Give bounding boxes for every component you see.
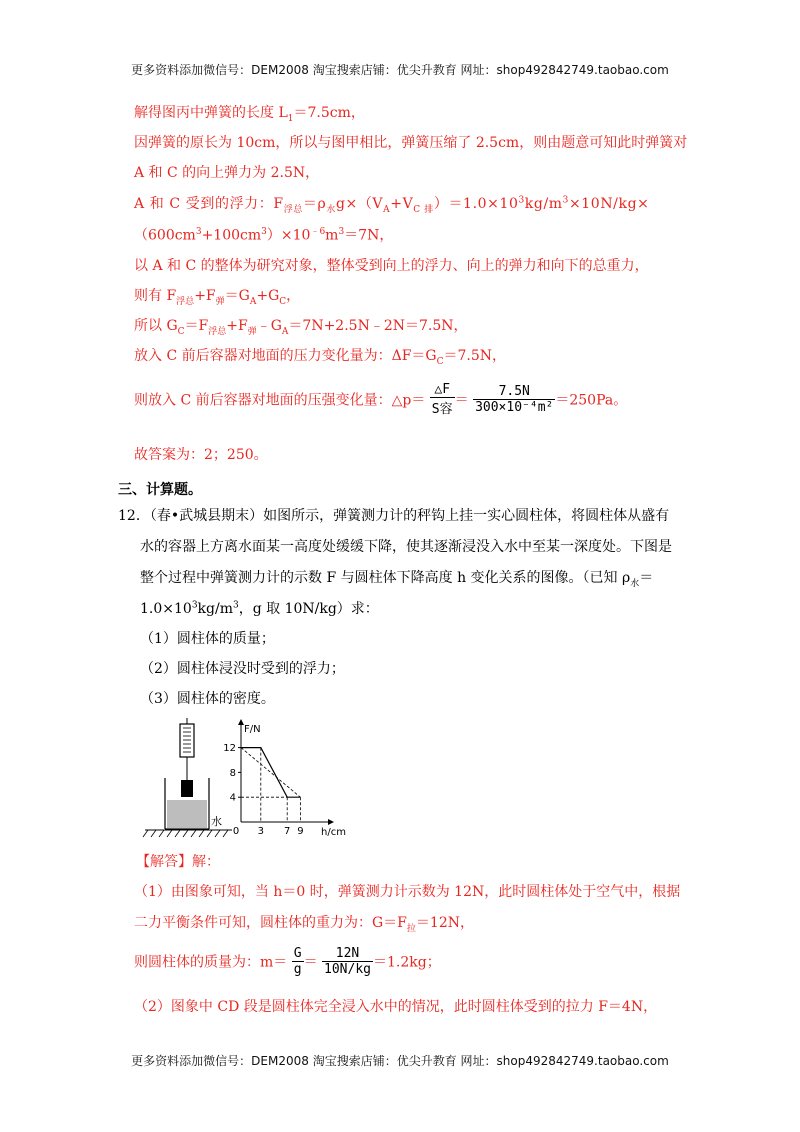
answer-part-2-line-1: （2）图象中 CD 段是圆柱体完全浸入水中的情况，此时圆柱体受到的拉力 F＝4N， xyxy=(134,999,658,1015)
answer-part-1-line-1: （1）由图象可知，当 h＝0 时，弹簧测力计示数为 12N，此时圆柱体处于空气中，根据 xyxy=(134,884,681,900)
y-axis-label: F/N xyxy=(244,724,261,735)
question-12-line-3: 整个过程中弹簧测力计的示数 F 与圆柱体下降高度 h 变化关系的图像。（已知 $\rho_水=$ xyxy=(140,570,654,589)
guide-line-diagonal xyxy=(241,748,300,798)
question-figure xyxy=(140,718,380,848)
fraction-7-5n-over-area: $\frac{7.5N}{\text{300×10⁻⁴m²}}$ xyxy=(475,384,554,415)
fraction-12n-over-10nkg: $\frac{12N}{10N/kg}$ xyxy=(324,946,371,977)
y-tick-label: 8 xyxy=(229,767,236,779)
water-label: 水 xyxy=(211,815,222,828)
answer-line-7: 则有 $F_{浮总}+F_弹=G_A+G_C$， xyxy=(134,288,301,307)
answer-line-8: 所以 $G_C=F_{浮总}+F_弹﹣G_A=7N+2.5N﹣2N=7.5N$， xyxy=(134,318,468,337)
x-axis-label: h/cm xyxy=(321,827,346,838)
answer-line-5: $(600cm^3+100cm^3)\times 10^{﹣6}m^3=7N$， xyxy=(134,227,394,244)
answer-line-1: 解得图丙中弹簧的长度 $L_1=7.5cm$， xyxy=(134,105,365,124)
question-12-line-1: 12．（春•武城县期末）如图所示，弹簧测力计的秤钩上挂一实心圆柱体，将圆柱体从盛有 xyxy=(118,508,670,524)
answer-line-10: 则放入 C 前后容器对地面的压强变化量：△p＝ $\frac{\triangle F}{\text{S容}}$ ＝ $\frac{7.5N}{\text{300×10⁻⁴m²}}$ ＝250Pa。 xyxy=(134,382,628,417)
answer-part-1-line-2: 二力平衡条件可知，圆柱体的重力为：$G=F_拉=12N$， xyxy=(134,915,474,934)
y-tick-label: 12 xyxy=(223,743,236,755)
x-tick-label: 0 xyxy=(232,826,240,837)
cylinder-block xyxy=(181,780,193,797)
answer-line-9: 放入 C 前后容器对地面的压力变化量为：$\Delta F=G_C=7.5N$， xyxy=(134,348,507,367)
ground-hatch xyxy=(143,830,232,837)
fraction-delta-f-over-s: $\frac{\triangle F}{\text{S容}}$ xyxy=(431,382,453,417)
section-title: 三、计算题。 xyxy=(118,482,202,498)
x-tick-label: 3 xyxy=(257,826,264,837)
sub-question-2: （2）圆柱体浸没时受到的浮力； xyxy=(140,661,345,677)
page-header: 更多资料添加微信号：DEM2008 淘宝搜索店铺：优尖升教育 网址：shop492842749.taobao.com xyxy=(131,63,669,77)
answer-line-2: 因弹簧的原长为 10cm，所以与图甲相比，弹簧压缩了 2.5cm，则由题意可知此时弹簧对 xyxy=(134,135,688,151)
answer-line-11: 故答案为：2；250。 xyxy=(134,447,268,463)
answer-heading: 【解答】解： xyxy=(136,854,220,870)
answer-line-3: A 和 C 的向上弹力为 2.5N， xyxy=(134,165,320,181)
sub-question-3: （3）圆柱体的密度。 xyxy=(140,691,275,707)
page-footer: 更多资料添加微信号：DEM2008 淘宝搜索店铺：优尖升教育 网址：shop492842749.taobao.com xyxy=(131,1054,669,1068)
spring-scale-icon xyxy=(180,718,194,780)
y-tick-label: 4 xyxy=(229,792,236,804)
sub-question-1: （1）圆柱体的质量； xyxy=(140,631,275,647)
answer-line-4: A 和 C 受到的浮力：$F_{浮总}=\rho_水g\times(V_A+V_{C 排})=1.0\times 10^3kg/m^3\times 10N/kg\times$ xyxy=(134,195,650,215)
question-12-line-4: $1.0\times 10^3kg/m^3$，g 取 10N/kg）求： xyxy=(140,600,379,617)
fraction-g-over-g: $\frac{G}{g}$ xyxy=(293,946,302,977)
question-12-line-2: 水的容器上方离水面某一高度处缓缓下降，使其逐渐浸没入水中至某一深度处。下图是 xyxy=(140,539,672,555)
x-tick-label: 9 xyxy=(297,826,304,837)
x-tick-label: 7 xyxy=(284,826,291,837)
answer-part-1-line-3: 则圆柱体的质量为：m＝ $\frac{G}{g}$ ＝ $\frac{12N}{10N/kg}$ ＝1.2kg； xyxy=(134,946,441,977)
answer-line-6: 以 A 和 C 的整体为研究对象，整体受到向上的浮力、向上的弹力和向下的总重力， xyxy=(134,258,649,274)
